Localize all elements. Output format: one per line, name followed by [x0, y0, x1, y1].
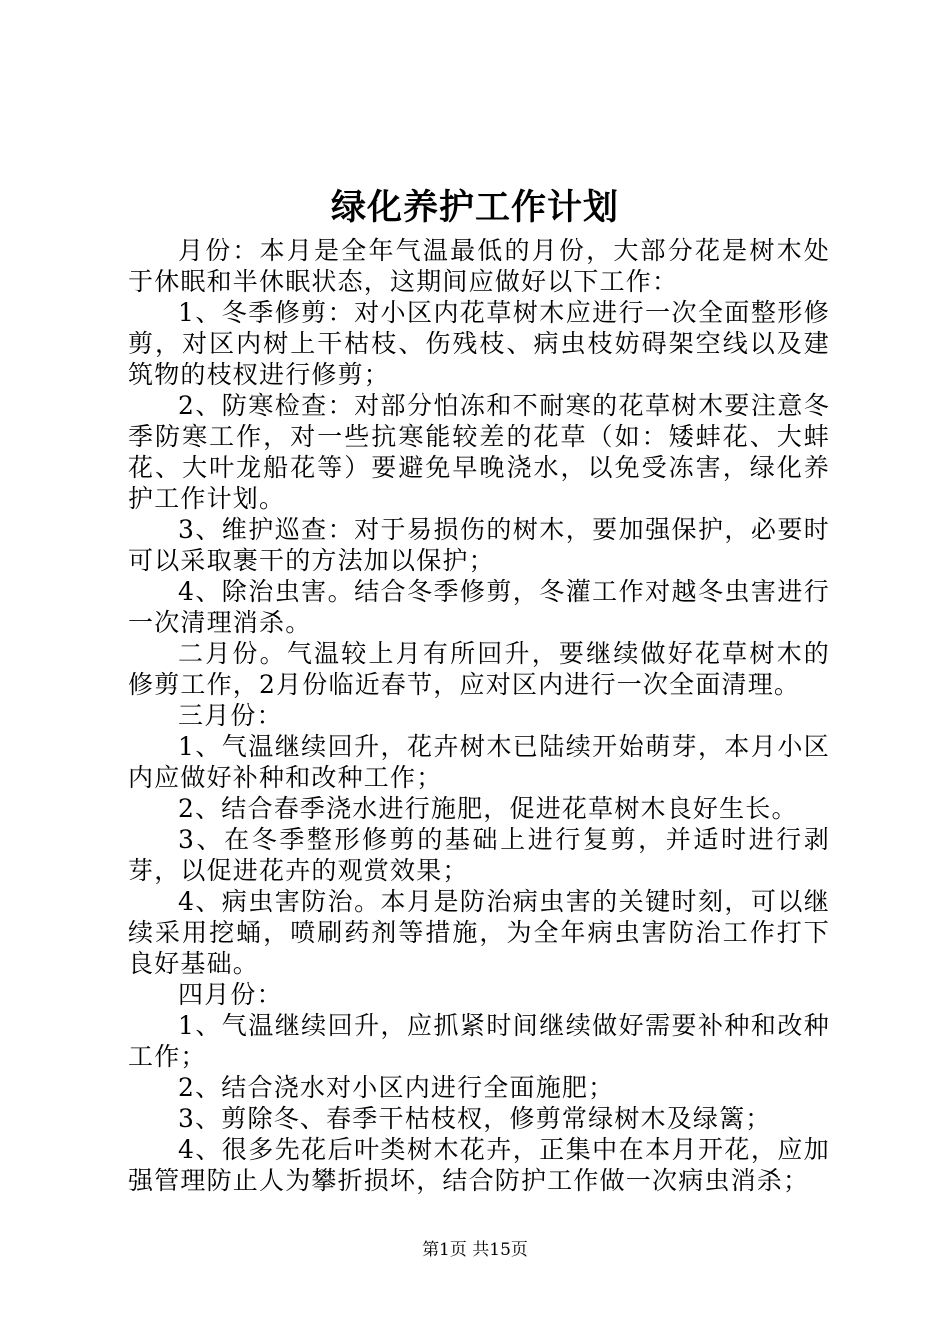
paragraph-cold-protection: 2、防寒检查：对部分怕冻和不耐寒的花草树木要注意冬季防寒工作，对一些抗寒能较差的花草（如：矮蚌花、大蚌花、大叶龙船花等）要避免早晚浇水，以免受冻害，绿化养护工作计划。: [128, 391, 830, 513]
paragraph-pruning: 1、冬季修剪：对小区内花草树木应进行一次全面整形修剪，对区内树上干枯枝、伤残枝、病虫枝妨碍架空线以及建筑物的枝杈进行修剪；: [128, 298, 830, 389]
paragraph-march-3: 3、在冬季整形修剪的基础上进行复剪，并适时进行剥芽，以促进花卉的观赏效果；: [128, 825, 830, 885]
document-body: [128, 235, 830, 1196]
paragraph-march-1: 1、气温继续回升，花卉树木已陆续开始萌芽，本月小区内应做好补种和改种工作；: [128, 732, 830, 792]
page-number-footer: 第1页 共15页: [422, 1240, 528, 1260]
document-title: 绿化养护工作计划: [330, 187, 619, 228]
paragraph-february: 二月份。气温较上月有所回升，要继续做好花草树木的修剪工作，2月份临近春节，应对区内进行一次全面清理。: [128, 639, 830, 699]
paragraph-april-4: 4、很多先花后叶类树木花卉，正集中在本月开花，应加强管理防止人为攀折损坏，结合防护工作做一次病虫消杀；: [128, 1135, 830, 1195]
paragraph-march-2: 2、结合春季浇水进行施肥，促进花草树木良好生长。: [178, 794, 798, 823]
paragraph-april-3: 3、剪除冬、春季干枯枝杈，修剪常绿树木及绿篱；: [178, 1104, 772, 1133]
paragraph-march-4: 4、病虫害防治。本月是防治病虫害的关键时刻，可以继续采用挖蛹，喷刷药剂等措施，为全年病虫害防治工作打下良好基础。: [128, 887, 830, 978]
paragraph-april-heading: 四月份：: [178, 980, 283, 1009]
paragraph-intro: 月份：本月是全年气温最低的月份，大部分花是树木处于休眠和半休眠状态，这期间应做好以下工作：: [128, 236, 830, 296]
paragraph-pest-control: 4、除治虫害。结合冬季修剪，冬灌工作对越冬虫害进行一次清理消杀。: [128, 577, 830, 637]
paragraph-march-heading: 三月份：: [178, 701, 283, 730]
paragraph-april-2: 2、结合浇水对小区内进行全面施肥；: [178, 1073, 615, 1102]
paragraph-april-1: 1、气温继续回升，应抓紧时间继续做好需要补种和改种工作；: [128, 1011, 830, 1071]
paragraph-inspection: 3、维护巡查：对于易损伤的树木，要加强保护，必要时可以采取裹干的方法加以保护；: [128, 515, 830, 575]
